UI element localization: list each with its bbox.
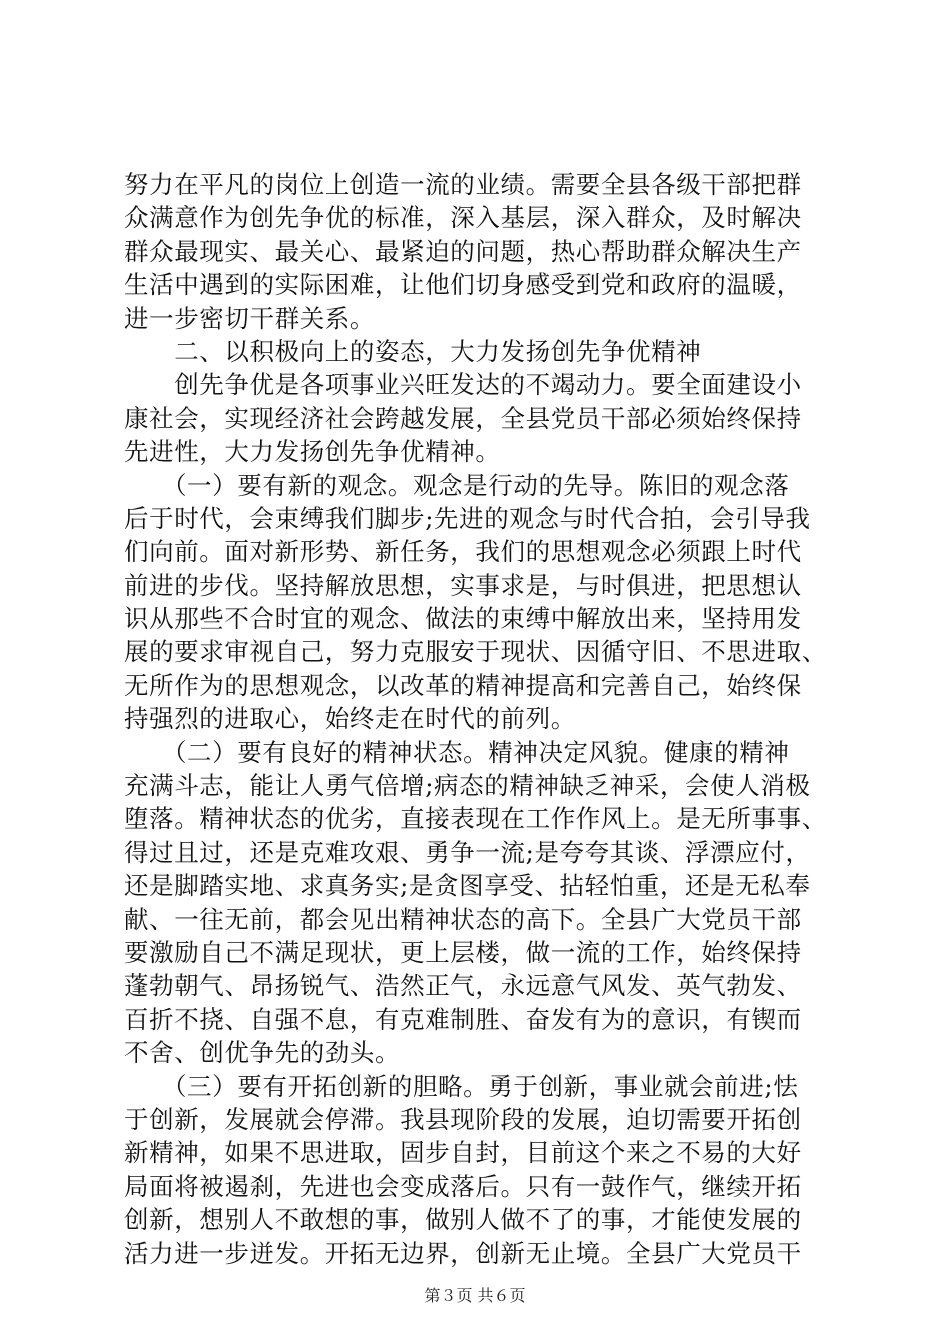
document-body — [124, 168, 827, 1270]
text-line: 充满斗志，能让人勇气倍增;病态的精神缺乏神采，会使人消极 — [124, 771, 811, 801]
text-line: 于创新，发展就会停滞。我县现阶段的发展，迫切需要开拓创 — [124, 1104, 802, 1134]
text-line: 献、一往无前，都会见出精神状态的高下。全县广大党员干部 — [124, 904, 802, 934]
text-line: 无所作为的思想观念，以改革的精神提高和完善自己，始终保 — [124, 670, 802, 700]
text-line: 展的要求审视自己，努力克服安于现状、因循守旧、不思进取、 — [124, 637, 827, 667]
text-line: 先进性，大力发扬创先争优精神。 — [124, 437, 501, 467]
text-line: 还是脚踏实地、求真务实;是贪图享受、拈轻怕重，还是无私奉 — [124, 871, 811, 901]
text-line: 努力在平凡的岗位上创造一流的业绩。需要全县各级干部把群 — [124, 170, 802, 199]
text-line: 百折不挠、自强不息，有克难制胜、奋发有为的意识，有锲而 — [124, 1004, 802, 1034]
text-line: 活力进一步迸发。开拓无边界，创新无止境。全县广大党员干 — [124, 1238, 802, 1268]
text-line: （二）要有良好的精神状态。精神决定风貌。健康的精神 — [124, 737, 790, 767]
text-line: 要激励自己不满足现状，更上层楼，做一流的工作，始终保持 — [124, 937, 802, 967]
text-line: 众满意作为创先争优的标准，深入基层，深入群众，及时解决 — [124, 203, 802, 233]
text-line: 生活中遇到的实际困难，让他们切身感受到党和政府的温暖， — [124, 270, 802, 300]
text-line: 局面将被遏刹，先进也会变成落后。只有一鼓作气，继续开拓 — [124, 1171, 802, 1201]
text-line: 群众最现实、最关心、最紧迫的问题，热心帮助群众解决生产 — [124, 236, 802, 266]
text-line: 进一步密切干群关系。 — [124, 303, 375, 333]
text-line: 们向前。面对新形势、新任务，我们的思想观念必须跟上时代 — [124, 537, 802, 567]
text-line: 得过且过，还是克难攻艰、勇争一流;是夸夸其谈、浮漂应付， — [124, 837, 811, 867]
text-line: 二、以积极向上的姿态，大力发扬创先争优精神 — [124, 336, 702, 366]
text-line: 堕落。精神状态的优劣，直接表现在工作作风上。是无所事事、 — [124, 804, 827, 834]
text-line: 康社会，实现经济社会跨越发展，全县党员干部必须始终保持 — [124, 403, 802, 433]
text-line: 蓬勃朝气、昂扬锐气、浩然正气，永远意气风发、英气勃发、 — [124, 971, 802, 1001]
text-line: 持强烈的进取心，始终走在时代的前列。 — [124, 704, 576, 734]
text-line: （三）要有开拓创新的胆略。勇于创新，事业就会前进;怯 — [124, 1071, 799, 1101]
text-line: 后于时代，会束缚我们脚步;先进的观念与时代合拍，会引导我 — [124, 503, 811, 533]
text-line: 新精神，如果不思进取，固步自封，目前这个来之不易的大好 — [124, 1138, 802, 1168]
text-line: 识从那些不合时宜的观念、做法的束缚中解放出来，坚持用发 — [124, 604, 802, 634]
text-line: 创新，想别人不敢想的事，做别人做不了的事，才能使发展的 — [124, 1205, 802, 1235]
text-line: 前进的步伐。坚持解放思想，实事求是，与时俱进，把思想认 — [124, 570, 802, 600]
text-line: 创先争优是各项事业兴旺发达的不竭动力。要全面建设小 — [124, 370, 802, 400]
text-line: 不舍、创优争先的劲头。 — [124, 1038, 401, 1068]
text-line: （一）要有新的观念。观念是行动的先导。陈旧的观念落 — [124, 470, 790, 500]
page-footer: 第３页 共６页 — [424, 1286, 526, 1305]
